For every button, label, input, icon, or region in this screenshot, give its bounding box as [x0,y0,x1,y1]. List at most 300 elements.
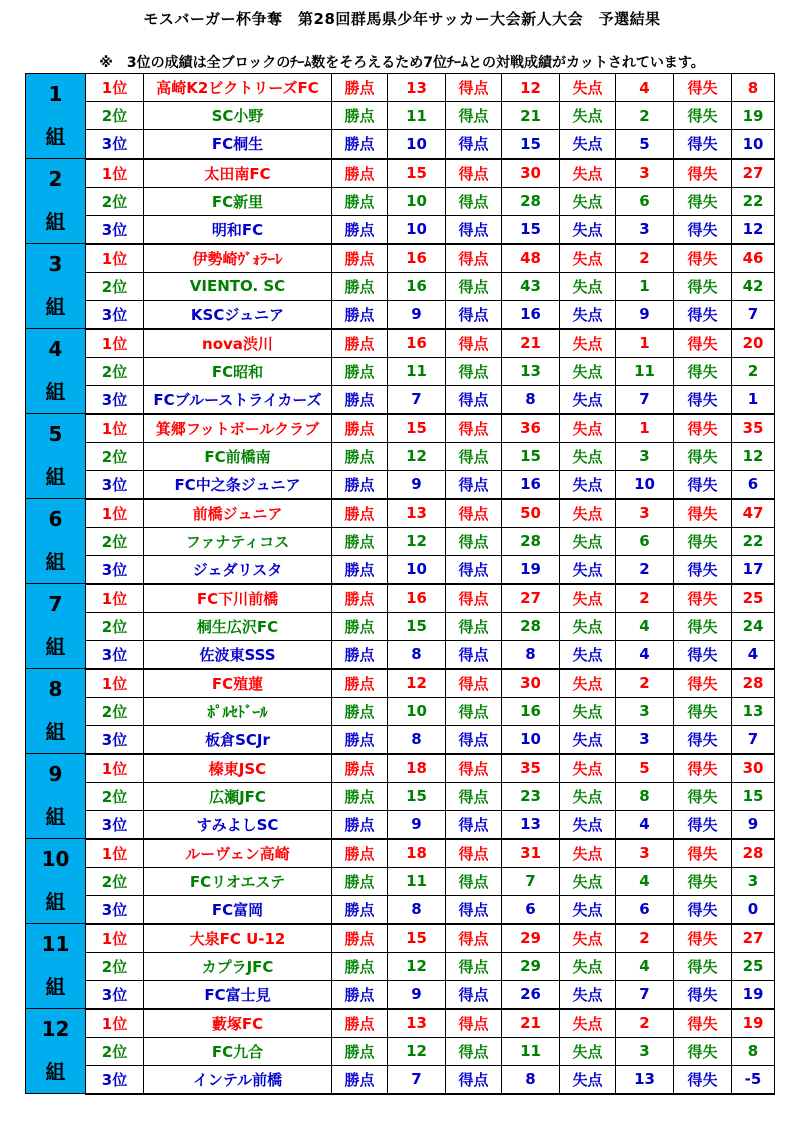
win-points-label: 勝点 [332,1037,388,1065]
goal-diff-value: 10 [732,130,775,159]
goal-diff-value: 35 [732,414,775,443]
team-name-cell: 太田南FC [144,159,332,188]
win-points-value: 12 [388,952,446,980]
group-kumi: 組 [45,550,66,575]
goal-diff-label: 得失 [674,159,732,188]
rank-cell: 1位 [86,329,144,358]
win-points-label: 勝点 [332,867,388,895]
team-name-cell: 藪塚FC [144,1009,332,1038]
win-points-label: 勝点 [332,215,388,244]
win-points-label: 勝点 [332,1009,388,1038]
goals-for-value: 29 [502,952,560,980]
goal-diff-value: 25 [732,952,775,980]
table-row [26,1009,775,1038]
win-points-label: 勝点 [332,924,388,953]
goals-for-value: 21 [502,102,560,130]
team-name-cell: FC新里 [144,187,332,215]
goals-against-value: 5 [616,754,674,783]
goal-diff-value: 7 [732,725,775,754]
goals-for-label: 得点 [446,1009,502,1038]
group-label [26,669,86,754]
win-points-label: 勝点 [332,187,388,215]
goal-diff-value: 22 [732,527,775,555]
goals-for-label: 得点 [446,527,502,555]
goals-for-label: 得点 [446,102,502,130]
goals-for-label: 得点 [446,782,502,810]
team-name-cell: FC富岡 [144,895,332,924]
goals-against-value: 8 [616,782,674,810]
goals-for-value: 15 [502,442,560,470]
goal-diff-label: 得失 [674,895,732,924]
goals-against-label: 失点 [560,924,616,953]
win-points-label: 勝点 [332,782,388,810]
goals-for-label: 得点 [446,754,502,783]
goals-against-label: 失点 [560,810,616,839]
group-number: 8 [48,676,63,701]
goal-diff-label: 得失 [674,385,732,414]
team-name-cell: FC昭和 [144,357,332,385]
goals-for-label: 得点 [446,74,502,102]
table-row [26,470,775,499]
team-name-cell: ﾎﾟﾙｾﾄﾞｰﾙ [144,697,332,725]
win-points-value: 16 [388,244,446,273]
goals-against-label: 失点 [560,754,616,783]
goals-for-value: 21 [502,329,560,358]
rank-cell: 2位 [86,867,144,895]
goals-for-label: 得点 [446,839,502,868]
win-points-value: 15 [388,782,446,810]
win-points-label: 勝点 [332,130,388,159]
goals-for-label: 得点 [446,385,502,414]
win-points-label: 勝点 [332,697,388,725]
goal-diff-label: 得失 [674,329,732,358]
table-row [26,187,775,215]
goals-against-label: 失点 [560,895,616,924]
table-row [26,102,775,130]
goals-against-value: 4 [616,952,674,980]
win-points-value: 11 [388,867,446,895]
goals-against-value: 7 [616,980,674,1009]
rank-cell: 1位 [86,584,144,613]
goals-against-value: 3 [616,839,674,868]
win-points-label: 勝点 [332,329,388,358]
goal-diff-label: 得失 [674,1037,732,1065]
goals-for-label: 得点 [446,244,502,273]
rank-cell: 3位 [86,810,144,839]
group-number: 10 [41,846,70,871]
goals-against-label: 失点 [560,385,616,414]
goals-against-label: 失点 [560,130,616,159]
goals-for-label: 得点 [446,924,502,953]
team-name-cell: FC九合 [144,1037,332,1065]
goals-against-label: 失点 [560,612,616,640]
goals-for-label: 得点 [446,187,502,215]
goal-diff-label: 得失 [674,555,732,584]
goal-diff-value: 6 [732,470,775,499]
note-text: ※ 3位の成績は全ブロックのﾁｰﾑ数をそろえるため7位ﾁｰﾑとの対戦成績がカットされています。 [99,55,705,71]
goal-diff-label: 得失 [674,130,732,159]
goal-diff-value: 13 [732,697,775,725]
team-name-cell: 佐波東SSS [144,640,332,669]
goals-against-label: 失点 [560,584,616,613]
win-points-value: 10 [388,697,446,725]
win-points-value: 10 [388,130,446,159]
goals-against-value: 2 [616,1009,674,1038]
table-row [26,924,775,953]
rank-cell: 3位 [86,385,144,414]
goals-for-value: 13 [502,357,560,385]
results-table [25,73,775,1095]
goal-diff-label: 得失 [674,357,732,385]
group-number: 6 [48,506,63,531]
goals-against-label: 失点 [560,839,616,868]
goal-diff-label: 得失 [674,74,732,102]
team-name-cell: VIENTO. SC [144,272,332,300]
goals-against-value: 2 [616,669,674,698]
team-name-cell: ジェダリスタ [144,555,332,584]
team-name-cell: FCリオエステ [144,867,332,895]
win-points-value: 9 [388,980,446,1009]
goals-against-label: 失点 [560,329,616,358]
win-points-label: 勝点 [332,244,388,273]
table-row [26,357,775,385]
goals-against-value: 7 [616,385,674,414]
rank-cell: 3位 [86,130,144,159]
team-name-cell: ルーヴェン高崎 [144,839,332,868]
win-points-value: 13 [388,74,446,102]
goals-for-value: 16 [502,697,560,725]
goal-diff-label: 得失 [674,952,732,980]
rank-cell: 2位 [86,187,144,215]
group-label [26,414,86,499]
goals-against-label: 失点 [560,159,616,188]
win-points-value: 15 [388,924,446,953]
goals-for-value: 28 [502,187,560,215]
goals-for-label: 得点 [446,669,502,698]
rank-cell: 2位 [86,102,144,130]
win-points-label: 勝点 [332,272,388,300]
goals-for-label: 得点 [446,725,502,754]
group-number: 12 [41,1016,70,1041]
results-body [26,74,775,1094]
page-title: モスバーガー杯争奪 第28回群馬県少年サッカー大会新人大会 予選結果 [143,10,661,28]
win-points-value: 9 [388,300,446,329]
goal-diff-label: 得失 [674,272,732,300]
win-points-label: 勝点 [332,470,388,499]
win-points-label: 勝点 [332,640,388,669]
table-row [26,754,775,783]
goals-for-label: 得点 [446,612,502,640]
goal-diff-label: 得失 [674,839,732,868]
goals-against-value: 3 [616,442,674,470]
goals-for-value: 7 [502,867,560,895]
goals-for-label: 得点 [446,980,502,1009]
goals-for-value: 13 [502,810,560,839]
goals-for-value: 15 [502,215,560,244]
table-row [26,782,775,810]
goals-for-value: 31 [502,839,560,868]
group-number: 3 [48,251,63,276]
team-name-cell: FCブルーストライカーズ [144,385,332,414]
win-points-label: 勝点 [332,810,388,839]
goal-diff-label: 得失 [674,1065,732,1094]
goals-for-value: 30 [502,159,560,188]
goals-against-value: 4 [616,867,674,895]
goals-against-value: 2 [616,924,674,953]
goals-against-label: 失点 [560,300,616,329]
rank-cell: 3位 [86,555,144,584]
goals-for-label: 得点 [446,584,502,613]
win-points-value: 18 [388,839,446,868]
goals-against-label: 失点 [560,272,616,300]
team-name-cell: 広瀬JFC [144,782,332,810]
goal-diff-value: 17 [732,555,775,584]
goals-against-value: 3 [616,499,674,528]
rank-cell: 1位 [86,159,144,188]
win-points-value: 18 [388,754,446,783]
goals-against-value: 2 [616,102,674,130]
table-row [26,980,775,1009]
goals-against-label: 失点 [560,470,616,499]
team-name-cell: FC下川前橋 [144,584,332,613]
goals-for-value: 11 [502,1037,560,1065]
table-row [26,555,775,584]
rank-cell: 1位 [86,1009,144,1038]
win-points-value: 15 [388,414,446,443]
rank-cell: 3位 [86,725,144,754]
group-label [26,499,86,584]
goal-diff-value: 19 [732,102,775,130]
group-number: 9 [48,761,63,786]
goals-against-label: 失点 [560,357,616,385]
group-number: 11 [41,931,70,956]
goals-against-label: 失点 [560,414,616,443]
goals-for-value: 8 [502,1065,560,1094]
group-label [26,1009,86,1094]
win-points-value: 15 [388,612,446,640]
goals-against-value: 4 [616,640,674,669]
team-name-cell: 伊勢崎ｳﾞｫﾗｰﾚ [144,244,332,273]
goals-against-label: 失点 [560,980,616,1009]
goal-diff-label: 得失 [674,300,732,329]
goals-against-value: 11 [616,357,674,385]
rank-cell: 2位 [86,527,144,555]
win-points-label: 勝点 [332,839,388,868]
goals-for-value: 28 [502,612,560,640]
team-name-cell: FC前橋南 [144,442,332,470]
goals-for-value: 16 [502,300,560,329]
table-row [26,159,775,188]
goal-diff-value: 42 [732,272,775,300]
win-points-value: 10 [388,187,446,215]
win-points-value: 7 [388,385,446,414]
goals-for-label: 得点 [446,1037,502,1065]
goals-for-label: 得点 [446,1065,502,1094]
rank-cell: 1位 [86,414,144,443]
win-points-label: 勝点 [332,980,388,1009]
win-points-value: 11 [388,357,446,385]
goal-diff-value: 19 [732,1009,775,1038]
group-label [26,244,86,329]
goals-for-value: 21 [502,1009,560,1038]
goals-against-label: 失点 [560,244,616,273]
goal-diff-label: 得失 [674,584,732,613]
win-points-value: 16 [388,272,446,300]
goals-for-label: 得点 [446,867,502,895]
group-label [26,74,86,159]
table-row [26,640,775,669]
win-points-value: 15 [388,159,446,188]
rank-cell: 3位 [86,470,144,499]
table-row [26,612,775,640]
table-row [26,867,775,895]
goal-diff-label: 得失 [674,414,732,443]
table-row [26,215,775,244]
goals-against-value: 2 [616,555,674,584]
win-points-label: 勝点 [332,612,388,640]
group-number: 5 [48,421,63,446]
goals-against-value: 3 [616,697,674,725]
goals-against-value: 13 [616,1065,674,1094]
table-row [26,584,775,613]
goals-against-value: 2 [616,584,674,613]
goals-against-label: 失点 [560,697,616,725]
goals-against-label: 失点 [560,1037,616,1065]
win-points-label: 勝点 [332,669,388,698]
table-row [26,839,775,868]
goals-for-value: 29 [502,924,560,953]
goal-diff-value: -5 [732,1065,775,1094]
goals-for-value: 16 [502,470,560,499]
goals-against-value: 4 [616,810,674,839]
team-name-cell: FC殖蓮 [144,669,332,698]
win-points-value: 8 [388,725,446,754]
goal-diff-value: 8 [732,1037,775,1065]
goals-against-label: 失点 [560,725,616,754]
goals-for-value: 28 [502,527,560,555]
goal-diff-label: 得失 [674,810,732,839]
team-name-cell: すみよしSC [144,810,332,839]
group-kumi: 組 [45,720,66,745]
win-points-label: 勝点 [332,895,388,924]
rank-cell: 1位 [86,924,144,953]
rank-cell: 1位 [86,244,144,273]
table-row [26,414,775,443]
group-kumi: 組 [45,975,66,1000]
goal-diff-value: 19 [732,980,775,1009]
goals-for-label: 得点 [446,697,502,725]
goal-diff-label: 得失 [674,725,732,754]
table-row [26,385,775,414]
goal-diff-label: 得失 [674,244,732,273]
goals-against-value: 6 [616,187,674,215]
goals-for-value: 8 [502,640,560,669]
table-row [26,300,775,329]
group-kumi: 組 [45,805,66,830]
goals-for-value: 36 [502,414,560,443]
goal-diff-value: 3 [732,867,775,895]
win-points-label: 勝点 [332,555,388,584]
table-row [26,130,775,159]
goals-for-label: 得点 [446,300,502,329]
goal-diff-label: 得失 [674,102,732,130]
win-points-label: 勝点 [332,385,388,414]
goals-against-value: 4 [616,612,674,640]
group-kumi: 組 [45,890,66,915]
win-points-value: 7 [388,1065,446,1094]
group-number: 1 [48,81,63,106]
goals-against-label: 失点 [560,952,616,980]
goal-diff-label: 得失 [674,754,732,783]
team-name-cell: 箕郷フットボールクラブ [144,414,332,443]
rank-cell: 1位 [86,754,144,783]
table-row [26,895,775,924]
goals-for-label: 得点 [446,499,502,528]
win-points-label: 勝点 [332,584,388,613]
goal-diff-value: 28 [732,669,775,698]
rank-cell: 2位 [86,952,144,980]
goals-for-label: 得点 [446,895,502,924]
table-row [26,329,775,358]
team-name-cell: KSCジュニア [144,300,332,329]
team-name-cell: ファナティコス [144,527,332,555]
rank-cell: 3位 [86,980,144,1009]
goals-for-label: 得点 [446,640,502,669]
group-number: 7 [48,591,63,616]
goal-diff-label: 得失 [674,980,732,1009]
goal-diff-label: 得失 [674,187,732,215]
table-row [26,442,775,470]
goal-diff-value: 4 [732,640,775,669]
group-kumi: 組 [45,1060,66,1085]
win-points-label: 勝点 [332,300,388,329]
goals-against-label: 失点 [560,74,616,102]
goals-against-value: 6 [616,895,674,924]
rank-cell: 1位 [86,499,144,528]
goals-for-value: 10 [502,725,560,754]
win-points-value: 9 [388,810,446,839]
group-label [26,584,86,669]
goals-against-value: 1 [616,272,674,300]
group-label [26,159,86,244]
goals-for-value: 23 [502,782,560,810]
table-row [26,952,775,980]
group-label [26,924,86,1009]
team-name-cell: SC小野 [144,102,332,130]
group-kumi: 組 [45,635,66,660]
goals-for-label: 得点 [446,555,502,584]
goals-against-value: 10 [616,470,674,499]
group-kumi: 組 [45,465,66,490]
goals-against-label: 失点 [560,555,616,584]
team-name-cell: 明和FC [144,215,332,244]
goals-for-value: 8 [502,385,560,414]
rank-cell: 3位 [86,895,144,924]
team-name-cell: 榛東JSC [144,754,332,783]
goals-for-label: 得点 [446,952,502,980]
goal-diff-value: 22 [732,187,775,215]
goals-against-value: 3 [616,159,674,188]
goals-for-value: 48 [502,244,560,273]
win-points-value: 10 [388,215,446,244]
table-row [26,1065,775,1094]
goal-diff-value: 12 [732,442,775,470]
goals-for-label: 得点 [446,329,502,358]
goal-diff-value: 8 [732,74,775,102]
win-points-label: 勝点 [332,754,388,783]
goal-diff-value: 47 [732,499,775,528]
goals-for-label: 得点 [446,130,502,159]
